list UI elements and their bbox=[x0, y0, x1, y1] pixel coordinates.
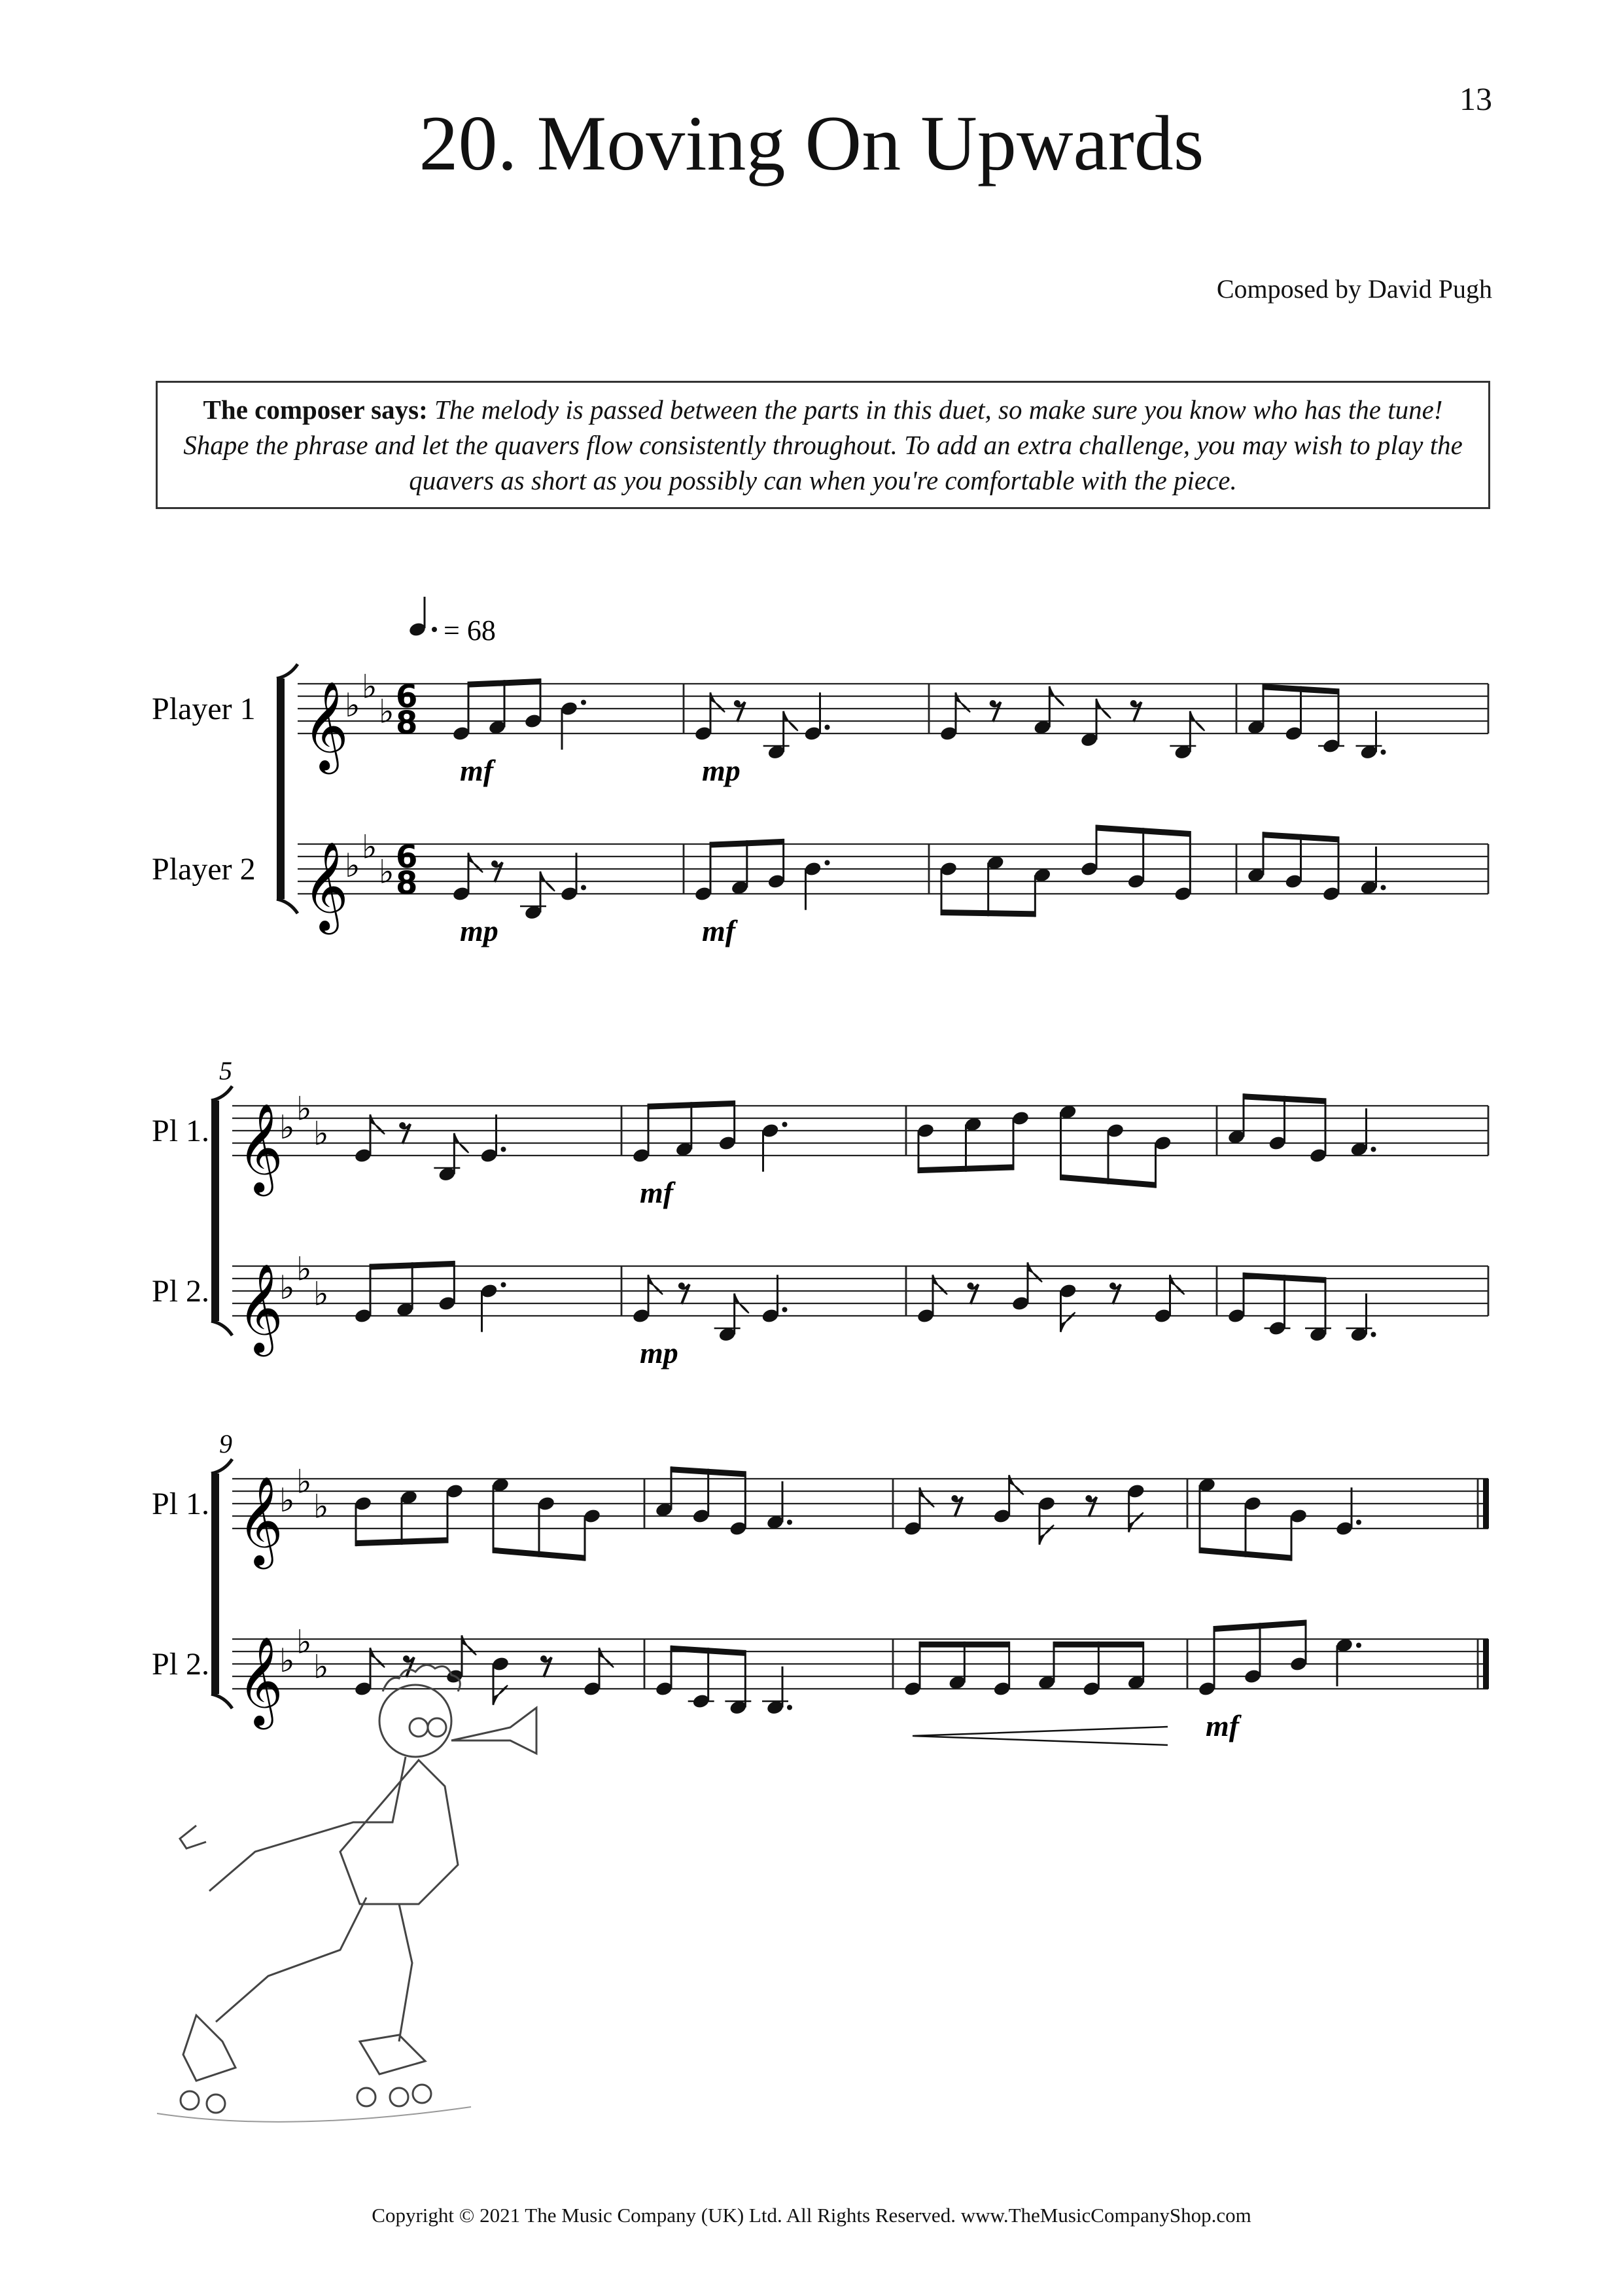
flat-sign: ♭ bbox=[313, 1487, 329, 1526]
system-bracket bbox=[277, 679, 285, 899]
piece-title: 20. Moving On Upwards bbox=[419, 99, 1204, 186]
trumpet-player-illustration bbox=[157, 1665, 536, 2122]
beam bbox=[920, 1642, 1009, 1648]
bracket-hook-bottom bbox=[211, 1321, 232, 1335]
system-3 bbox=[152, 1429, 1489, 1745]
flat-sign: ♭ bbox=[296, 1623, 312, 1661]
flat-sign: ♭ bbox=[362, 667, 377, 706]
dot bbox=[825, 725, 830, 730]
flat-sign: ♭ bbox=[345, 847, 360, 885]
eighth-rest-dot bbox=[403, 1655, 410, 1662]
dot bbox=[1356, 1643, 1361, 1648]
composer-note-body: The melody is passed between the parts in this duet, so make sure you know who has the tune! Shape the phrase and let the quavers flow consistently throughout. To add an extra challenge, you may wish to play the quavers as short as you possibly can when you're comfortable with the piece. bbox=[183, 395, 1463, 495]
dot bbox=[1371, 1332, 1376, 1337]
flat-sign: ♭ bbox=[279, 1642, 295, 1680]
dot bbox=[1381, 750, 1386, 755]
treble-clef: 𝄞 bbox=[237, 1262, 283, 1352]
time-signature-bottom: 8 bbox=[396, 705, 418, 741]
copyright-notice: Copyright © 2021 The Music Company (UK) Ltd. All Rights Reserved. www.TheMusicCompanyShop.com bbox=[372, 2204, 1251, 2227]
measure-number: 9 bbox=[219, 1429, 232, 1458]
dynamic-marking: mp bbox=[640, 1336, 678, 1369]
dynamic-marking: mp bbox=[460, 914, 498, 947]
eighth-rest-dot bbox=[951, 1495, 958, 1502]
flat-sign: ♭ bbox=[296, 1250, 312, 1288]
dynamic-marking: mf bbox=[702, 914, 736, 947]
composer-note-lead: The composer says: bbox=[203, 395, 428, 425]
measure-number: 5 bbox=[219, 1056, 232, 1086]
dot bbox=[501, 1282, 506, 1288]
flat-sign: ♭ bbox=[279, 1269, 295, 1307]
dot bbox=[1381, 885, 1386, 891]
eighth-rest-dot bbox=[1109, 1282, 1116, 1289]
part-label: Pl 2. bbox=[152, 1647, 210, 1682]
flat-sign: ♭ bbox=[279, 1481, 295, 1519]
dynamic-marking: mf bbox=[460, 754, 494, 787]
dynamic-marking: mp bbox=[702, 754, 741, 787]
treble-clef: 𝄞 bbox=[303, 680, 349, 770]
flat-sign: ♭ bbox=[379, 853, 394, 891]
eighth-rest-dot bbox=[990, 700, 996, 707]
part-label: Player 2 bbox=[152, 852, 256, 887]
bracket-hook-bottom bbox=[277, 899, 298, 913]
flat-sign: ♭ bbox=[279, 1108, 295, 1146]
eighth-rest-dot bbox=[540, 1655, 547, 1662]
time-signature-top: 6 bbox=[396, 839, 418, 875]
system-1 bbox=[152, 664, 1488, 947]
dot bbox=[825, 860, 830, 866]
composer-credit: Composed by David Pugh bbox=[1216, 274, 1492, 304]
staff-1 bbox=[152, 1090, 1488, 1210]
eighth-rest-dot bbox=[678, 1282, 685, 1289]
bracket-hook-top bbox=[277, 664, 298, 679]
part-label: Player 1 bbox=[152, 692, 256, 726]
dot bbox=[787, 1520, 792, 1525]
staff-2 bbox=[152, 825, 1488, 947]
staff-1 bbox=[152, 1463, 1489, 1570]
bracket-hook-top bbox=[211, 1086, 232, 1101]
part-label: Pl 2. bbox=[152, 1274, 210, 1309]
crescendo-hairpin bbox=[913, 1727, 1168, 1745]
staff-2 bbox=[152, 1250, 1488, 1370]
bracket-hook-bottom bbox=[211, 1694, 232, 1708]
final-barline bbox=[1483, 1639, 1489, 1689]
flat-sign: ♭ bbox=[296, 1462, 312, 1501]
eighth-rest-dot bbox=[1130, 700, 1137, 707]
tempo-marking bbox=[408, 597, 496, 646]
treble-clef: 𝄞 bbox=[237, 1475, 283, 1565]
time-signature-bottom: 8 bbox=[396, 865, 418, 902]
dot bbox=[581, 700, 586, 705]
flat-sign: ♭ bbox=[296, 1089, 312, 1128]
treble-clef: 𝄞 bbox=[303, 840, 349, 930]
staff-1 bbox=[152, 668, 1488, 788]
dot bbox=[782, 1307, 788, 1313]
eighth-rest-dot bbox=[491, 860, 498, 867]
flat-sign: ♭ bbox=[313, 1648, 329, 1686]
beam bbox=[941, 910, 1035, 917]
system-bracket bbox=[211, 1474, 219, 1694]
dot bbox=[581, 885, 586, 891]
system-bracket bbox=[211, 1101, 219, 1321]
eighth-rest-dot bbox=[734, 700, 741, 707]
dot bbox=[1371, 1147, 1376, 1152]
dynamic-marking: mf bbox=[1206, 1709, 1240, 1742]
final-barline bbox=[1483, 1479, 1489, 1528]
part-label: Pl 1. bbox=[152, 1114, 210, 1148]
eighth-rest-dot bbox=[399, 1122, 406, 1129]
flat-sign: ♭ bbox=[345, 686, 360, 724]
system-2 bbox=[152, 1056, 1488, 1369]
dot bbox=[782, 1122, 788, 1127]
staff-2 bbox=[152, 1620, 1489, 1742]
bracket-hook-top bbox=[211, 1459, 232, 1474]
flat-sign: ♭ bbox=[313, 1275, 329, 1313]
beam bbox=[1054, 1642, 1143, 1648]
treble-clef: 𝄞 bbox=[237, 1102, 283, 1192]
tempo-text: = 68 bbox=[444, 614, 496, 646]
dot bbox=[1356, 1520, 1361, 1525]
time-signature-top: 6 bbox=[396, 679, 418, 715]
eighth-rest-dot bbox=[968, 1282, 974, 1289]
part-label: Pl 1. bbox=[152, 1487, 210, 1521]
treble-clef: 𝄞 bbox=[237, 1635, 283, 1725]
page-number: 13 bbox=[1459, 80, 1492, 117]
flat-sign: ♭ bbox=[362, 828, 377, 866]
dynamic-marking: mf bbox=[640, 1176, 674, 1209]
dot bbox=[501, 1147, 506, 1152]
eighth-rest-dot bbox=[1085, 1495, 1092, 1502]
dot bbox=[787, 1705, 792, 1710]
flat-sign: ♭ bbox=[379, 692, 394, 731]
flat-sign: ♭ bbox=[313, 1114, 329, 1153]
